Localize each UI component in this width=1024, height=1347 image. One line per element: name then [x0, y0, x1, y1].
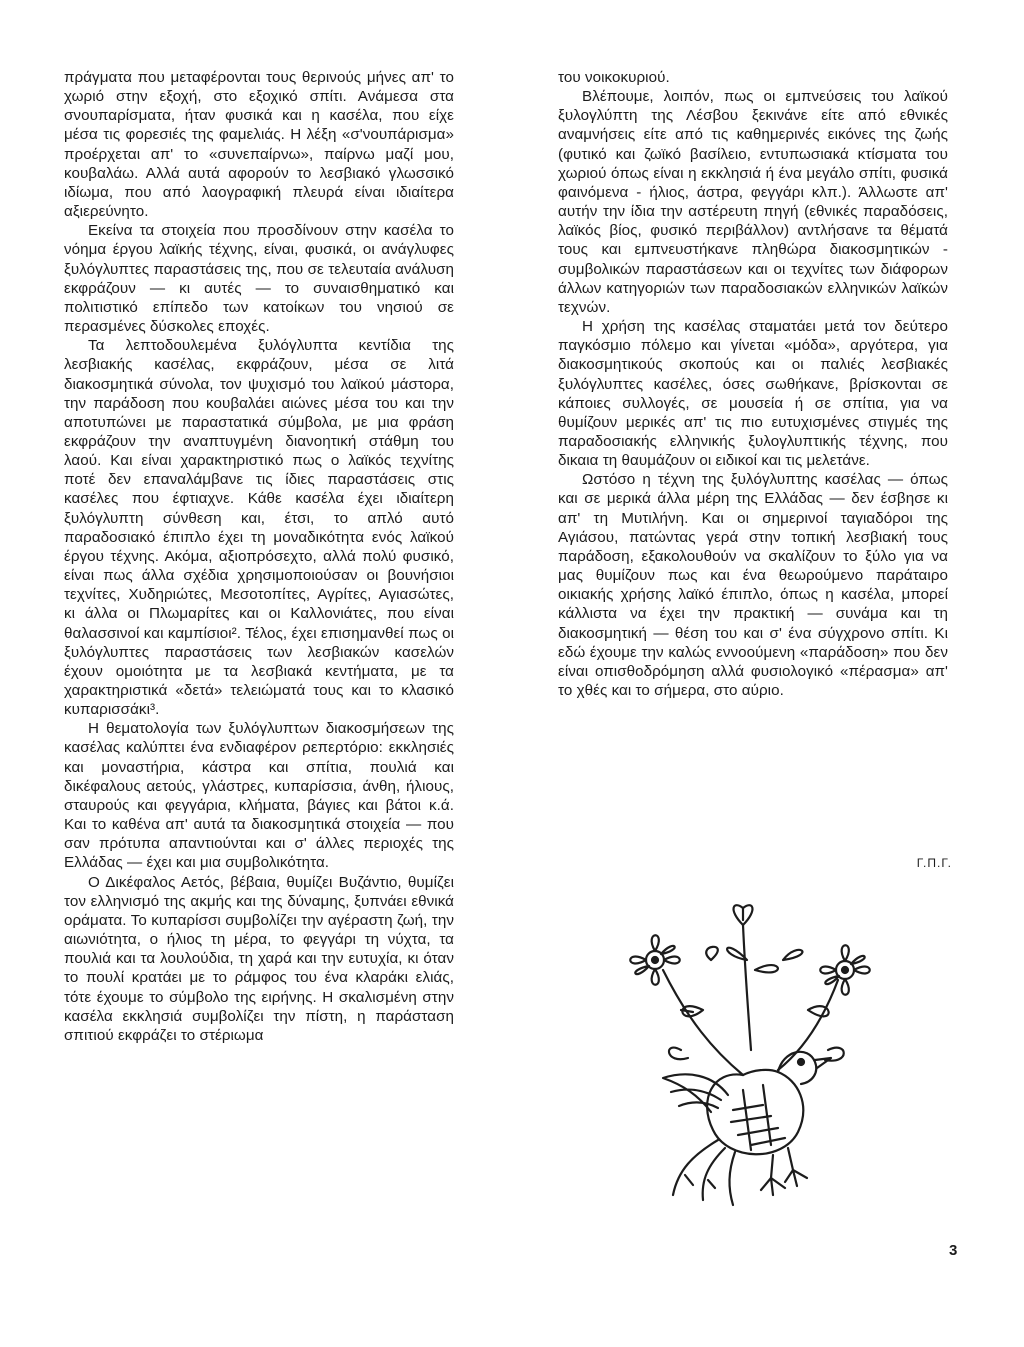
paragraph: Ωστόσο η τέχνη της ξυλόγλυπτης κασέλας — όπως και σε μερικά άλλα μέρη της Ελλάδας — δεν έσβησε κι απ' τη Μυτιλήνη. Και οι σημερινοί ταγιαδόροι της Αγιάσου, πατώντας γερά στην τοπική λεσβιακή τους παράδοση, εξακολουθούν να σκαλίζουν το ξύλο για να μας θυμίζουν πως και ένα θεωρούμενο παράταιρο οικιακής χρήσης λαϊκό έπιπλο, όπως η κασέλα, μπορεί κάλλιστα να έχει την πρακτική — συνάμα και τη διακοσμητική — θέση του και σ' ένα σύγχρονο σπίτι. Κι εδώ έχουμε την καλώς εννοούμενη «παράδοση» που δεν είναι οπισθοδρόμηση αλλά φυσιολογικό «πέρασμα» απ' το χθές και το σήμερα, στο αύριο. [558, 471, 948, 699]
author-signature: Γ.Π.Γ. [916, 856, 952, 870]
paragraph: Βλέπουμε, λοιπόν, πως οι εμπνεύσεις του λαϊκού ξυλογλύπτη της Λέσβου ξεκινάνε είτε από εθνικές αναμνήσεις είτε από τις καθημερινές εικόνες της ζωής (φυτικό και ζωϊκό βασίλειο, εντυπωσιακά κτίσματα του χωριού όπως είναι η εκκλησιά ή ένα μεγάλο σπίτι, φυσικά φαινόμενα - ήλιος, άστρα, φεγγάρι κλπ.). Άλλωστε απ' αυτήν την ίδια την αστέρευτη πηγή (εθνικές παραδόσεις, λαϊκός βίος, φυσικό περιβάλλον) αντλήσανε τα θέματά τους και εμπνευστήκανε πληθώρα διακοσμητικών - συμβολικών παραστάσεων και οι τεχνίτες των διάφορων άλλων κατηγοριών των παραδοσιακών ελληνικών λαϊκών τεχνών. [558, 88, 948, 316]
paragraph: Εκείνα τα στοιχεία που προσδίνουν στην κασέλα το νόημα έργου λαϊκής τέχνης, είναι, φυσικά, οι ανάγλυφες ξυλόγλυπτες παραστάσεις της, που σε τελευταία ανάλυση εκφράζουν — κι αυτές — το συναισθηματικό και πολιτιστικό επίπεδο των κατοίκων του νησιού σε περασμένες δύσκολες εποχές. [64, 222, 454, 336]
paragraph: Η χρήση της κασέλας σταματάει μετά τον δεύτερο παγκόσμιο πόλεμο και γίνεται «μόδα», αργότερα, για διακοσμητικούς σκοπούς και οι παλιές λεσβιακές ξυλόγλυπτες κασέλες, όσες σωθήκανε, βρίσκονται σε κάποιες συλλογές, σε μουσεία ή σε σπίτια, για να θυμίζουν μερικές απ' τις πιο ευτυχισμένες στιγμές της παραδοσιακής ελληνικής ξυλογλυπτικής τέχνης, που δικαια τη θαυμάζουν οι ειδικοί και τις μελετάνε. [558, 318, 948, 470]
bird-with-flowers-woodcarving-icon [593, 900, 903, 1210]
left-column [64, 68, 454, 1045]
paragraph: πράγματα που μεταφέρονται τους θερινούς μήνες απ' το χωριό στην εξοχή, στο εξοχικό σπίτι. Ανάμεσα στα σνουπαρίσματα, ήταν φυσικά και η κασέλα, που είχε μέσα τις φορεσιές της φαμελιάς. Η λέξη «σ'νουπάρισμα» προέρχεται απ' το «συνεπαίρνω», παίρνω μαζί μου, κουβαλάω. Αλλά αυτά αφορούν το λεσβιακό γλωσσικό ιδίωμα, που από λαογραφική πλευρά είναι ιδιαίτερα αξιερεύνητο. [64, 69, 454, 221]
paragraph: Η θεματολογία των ξυλόγλυπτων διακοσμήσεων της κασέλας καλύπτει ένα ενδιαφέρον ρεπερτόριο: εκκλησιές και μοναστήρια, κάστρα και σπίτια, πουλιά και δικέφαλους αετούς, γλάστρες, κυπαρίσσια, άνθη, ήλιους, σταυρούς και φεγγάρια, κλήματα, βάγιες και βάτοι κ.ά. Και το καθένα απ' αυτά τα διακοσμητικά στοιχεία — που σαν πρότυπα απαντιούνται και σ' άλλες περιοχές της Ελλάδας — έχει και μια συμβολικότητα. [64, 720, 454, 872]
right-column [558, 68, 948, 700]
page-number: 3 [949, 1242, 958, 1259]
paragraph: Ο Δικέφαλος Αετός, βέβαια, θυμίζει Βυζάντιο, θυμίζει τον ελληνισμό της ακμής και της δύναμης, ξυπνάει εθνικά οράματα. Το κυπαρίσσι συμβολίζει την αγέραστη ζωή, την αιωνιότητα, ο ήλιος τη μέρα, το φεγγάρι τη νύχτα, τα πουλιά και τα λουλούδια, τη χαρά και την ευτυχία, κι όταν το πουλί κρατάει με το ράμφος του ένα κλαράκι ελιάς, τότε έχουμε το σύμβολο της ειρήνης. Η σκαλισμένη στην κασέλα εκκλησιά συμβολίζει την πίστη, η παράσταση σπιτιού εκφράζει το στέριωμα [64, 873, 454, 1044]
paragraph: του νοικοκυριού. [558, 69, 670, 86]
paragraph: Τα λεπτοδουλεμένα ξυλόγλυπτα κεντίδια της λεσβιακής κασέλας, εκφράζουν, μέσα σε λιτά διακοσμητικά σύνολα, τον ψυχισμό του λαϊκού μάστορα, την παράδοση που κουβαλάει αιώνες μέσα του και την αποτυπώνει με παραστατικά σύμβολα, με μια φράση εκφράζουν την αναπτυγμένη διανοητική στάθμη του λαού. Και είναι χαρακτηριστικό πως ο λαϊκός τεχνίτης ποτέ δεν επαναλάμβανε τις ίδιες παραστάσεις στις κασέλες που έφτιαχνε. Κάθε κασέλα έχει ιδιαίτερη ξυλόγλυπτη σύνθεση και, έτσι, το απλό αυτό παραδοσιακό έπιπλο έχει τη μοναδικότητα ενός λαϊκού έργου τέχνης. Ακόμα, αξιοπρόσεχτο, αλλά πολύ φυσικό, είναι πως άλλα σχέδια χρησιμοποιούσαν οι βουνήσιοι τεχνίτες, Χυδηριώτες, Μεσοτοπίτες, Αγρίτες, Αγιασώτες, κι άλλα οι Πλωμαρίτες και οι Καλλονιάτες, που είναι θαλασσινοί και καμπίσιοι². Τέλος, έχει επισημανθεί πως οι ξυλόγλυπτες παραστάσεις των λεσβιακών κασελών έχουν ομοιότητα με τα λεσβιακά κεντήματα, με τα χαρακτηριστικά «δετά» τελειώματά τους και το κλασικό κυπαρισσάκι³. [64, 337, 454, 719]
